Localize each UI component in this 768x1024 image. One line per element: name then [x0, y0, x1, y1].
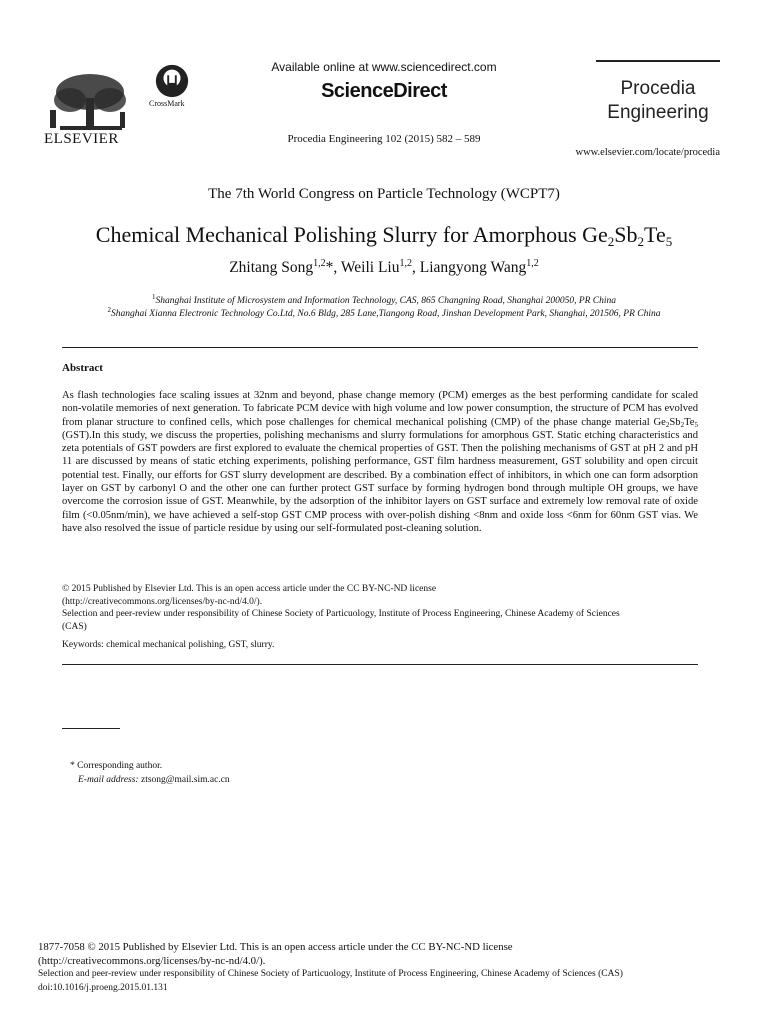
- affiliation: [0, 293, 768, 306]
- publisher-name: ELSEVIER: [44, 131, 119, 147]
- copyright-line: © 2015 Published by Elsevier Ltd. This is an open access article under the CC BY-NC-ND license: [62, 584, 437, 594]
- section-divider: [62, 664, 698, 665]
- affiliation-text: Shanghai Institute of Microsystem and Information Technology, CAS, 865 Changning Road, Shanghai 200050, PR China: [155, 296, 617, 306]
- journal-url-link[interactable]: www.elsevier.com/locate/procedia: [575, 147, 720, 158]
- email-label: E-mail address:: [78, 775, 139, 785]
- email-note: [78, 775, 230, 785]
- footer-license-link[interactable]: (http://creativecommons.org/licenses/by-nc-nd/4.0/).: [38, 954, 266, 967]
- title-text: Sb: [614, 222, 638, 247]
- corresponding-author-note: * Corresponding author.: [70, 761, 163, 771]
- author-name: Zhitang Song: [229, 259, 314, 276]
- journal-title: [596, 77, 720, 125]
- email-link[interactable]: ztsong@mail.sim.ac.cn: [138, 775, 230, 785]
- author-name: Liangyong Wang: [419, 259, 527, 276]
- journal-reference: Procedia Engineering 102 (2015) 582 – 589: [287, 133, 481, 145]
- copyright-notice: [62, 583, 622, 633]
- title-text: Chemical Mechanical Polishing Slurry for Amorphous Ge: [95, 222, 608, 247]
- title-subscript: 2: [637, 234, 645, 249]
- section-divider: [62, 347, 698, 348]
- footer-issn-line: 1877-7058 © 2015 Published by Elsevier Ltd. This is an open access article under the CC BY-NC-ND license: [38, 941, 513, 953]
- journal-title-line2: Engineering: [607, 102, 709, 123]
- journal-title-line1: Procedia: [620, 78, 696, 99]
- author-list: [0, 259, 768, 277]
- crossmark-label: CrossMark: [149, 99, 185, 108]
- abstract-text: As flash technologies face scaling issues at 32nm and beyond, phase change memory (PCM) emerges as the best performing candidate for scaled non-volatile memories of next generation. To fabricate PCM device with high volume and low power consumption, the structure of PCM has evolved from planar structure to confined cells, which pose challenges for chemical mechanical polishing (CMP) of the phase change material Ge: [62, 390, 698, 428]
- title-subscript: 2: [607, 234, 615, 249]
- sciencedirect-brand[interactable]: ScienceDirect: [321, 80, 447, 102]
- abstract-text: Te: [684, 416, 695, 428]
- title-text: Te: [644, 222, 666, 247]
- article-title: [0, 222, 768, 248]
- footer-review-line: Selection and peer-review under responsibility of Chinese Society of Particuology, Institute of Process Engineering, Chinese Academy of Sciences (CAS): [38, 969, 623, 979]
- abstract-heading: Abstract: [62, 362, 103, 374]
- license-link[interactable]: (http://creativecommons.org/licenses/by-nc-nd/4.0/).: [62, 596, 263, 607]
- footnote-divider: [62, 728, 120, 729]
- author-separator: *,: [325, 259, 341, 276]
- abstract-subscript: 2: [680, 420, 685, 429]
- author-affiliation-mark: 1,2: [313, 258, 326, 269]
- author-separator: ,: [412, 259, 420, 276]
- conference-name: The 7th World Congress on Particle Technology (WCPT7): [208, 186, 560, 202]
- page-footer: [38, 941, 728, 995]
- footer-doi[interactable]: doi:10.1016/j.proeng.2015.01.131: [38, 982, 168, 993]
- affiliation-text: Shanghai Xianna Electronic Technology Co.Ltd, No.6 Bldg, 285 Lane,Tiangong Road, Jinshan Development Park, Shanghai, 201506, PR China: [111, 309, 661, 319]
- author-name: Weili Liu: [340, 259, 400, 276]
- abstract-text: Sb: [669, 416, 681, 428]
- affiliation: [0, 306, 768, 319]
- author-affiliation-mark: 1,2: [399, 258, 412, 269]
- affiliation-mark: 1: [151, 293, 156, 301]
- title-subscript: 5: [665, 234, 673, 249]
- keywords: Keywords: chemical mechanical polishing, GST, slurry.: [62, 640, 275, 650]
- available-online-text: Available online at www.sciencedirect.com: [271, 60, 497, 74]
- abstract-subscript: 2: [665, 420, 670, 429]
- abstract-text: (GST).In this study, we discuss the properties, polishing mechanisms and slurry formulations for amorphous GST. Static etching characteristics and zeta potentials of GST powders are first explored to evaluate the chemical properties of GST. Then the polishing mechanisms of GST at pH 2 and pH 11 are discussed by means of static etching experiments, polishing performance, GST film hardness measurement, GST solubility and open circuit potential test. Finally, our efforts for GST slurry development are described. By a combination effect of inhibitors, in which one can form adsorption layer on GST by carbonyl O and the other one can further protect GST surface by forming hydrogen bond through multiple OH groups, we have overcome the corrosion issue of GST. Meanwhile, by the adsorption of the inhibitor layers on GST surface and extremely low removal rate of oxide film (<0.05nm/min), we have achieved a self-stop GST CMP process with over-polish dishing <8nm and oxide loss <6nm for 60nm GST vias. We have also resolved the issue of particle residue by using our self-formulated post-cleaning solution.: [62, 429, 698, 534]
- abstract-subscript: 5: [694, 420, 698, 429]
- abstract-body: [62, 389, 698, 535]
- author-affiliation-mark: 1,2: [526, 258, 539, 269]
- peer-review-line: Selection and peer-review under responsibility of Chinese Society of Particuology, Institute of Process Engineering, Chinese Academy of Sciences (CAS): [62, 609, 620, 632]
- affiliation-mark: 2: [107, 306, 111, 314]
